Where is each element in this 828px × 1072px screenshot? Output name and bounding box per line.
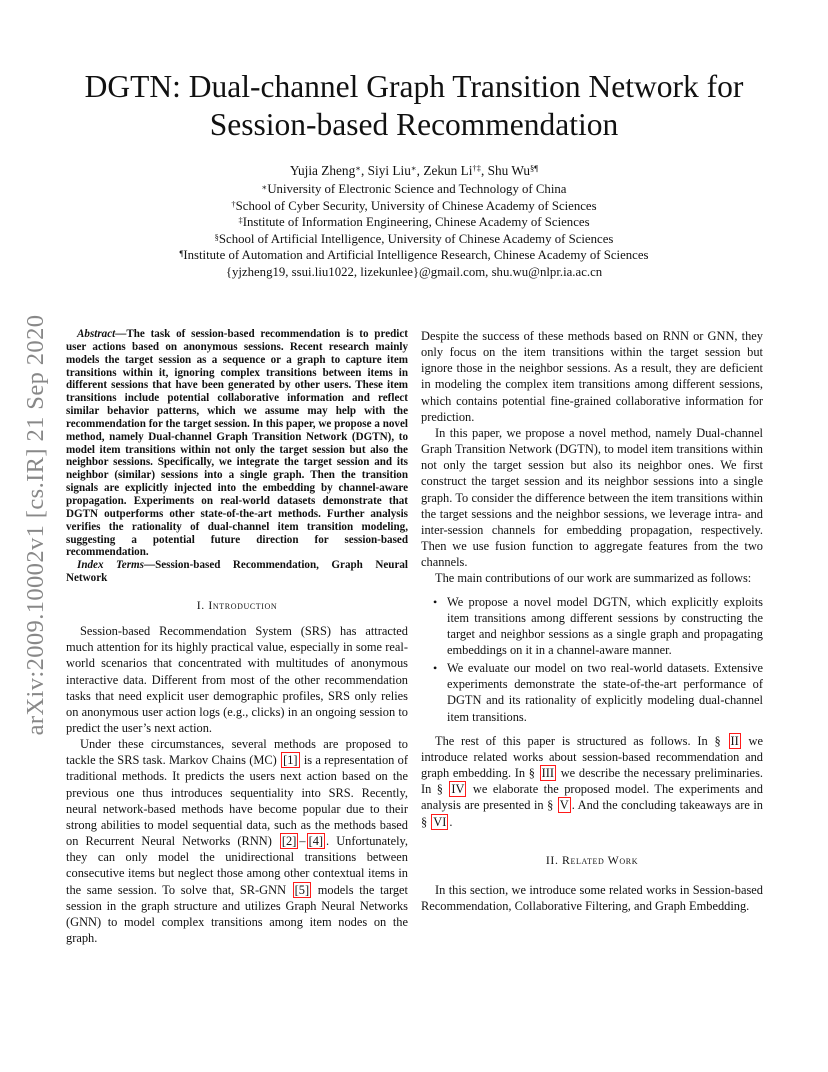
affiliation-mark: ‡: [238, 215, 243, 226]
text-run: we describe the necessary preliminaries. In §: [421, 766, 763, 797]
author-1: Yujia Zheng: [289, 163, 356, 178]
text-run: is a representation of traditional methods. It predicts the users next action based on the previous one thus introduces sequentiality into SRS. Recently, neural network-based methods have become popular due to their strong abilities to model sequential data, such as the methods based on Recurrent Neural Networks (RNN): [66, 753, 408, 849]
affiliation-item: [0, 231, 828, 248]
index-terms-text: —Session-based Recommendation, Graph Neural Network: [66, 559, 408, 585]
text-run: we elaborate the proposed model. The experiments and analysis are presented in §: [421, 782, 763, 813]
author-1-mark: ∗: [355, 163, 362, 173]
author-2: , Siyi Liu: [361, 163, 411, 178]
section-link[interactable]: IV: [451, 782, 465, 797]
author-3: , Zekun Li: [416, 163, 473, 178]
text-run: models the target session in the graph structure and utilizes Graph Neural Networks (GNN) to model complex transitions among item nodes on the graph.: [66, 882, 408, 945]
list-item-text: We propose a novel model DGTN, which explicitly exploits item transitions among different sessions by constructing the target and neighbor sessions as a single graph and propagating embeddings on it in a channel-aware manner.: [447, 594, 763, 657]
affiliation-text: Institute of Information Engineering, Chinese Academy of Sciences: [242, 215, 590, 230]
text-run: –: [299, 834, 306, 849]
list-item-text: We evaluate our model on two real-world datasets. Extensive experiments demonstrate the state-of-the-art performance of DGTN and its rationality of explicitly modeling dual-channel item transitions.: [447, 661, 763, 724]
citation-link[interactable]: [4]: [308, 834, 324, 849]
text-run: . Unfortunately, they can only model the unidirectional transitions between consecutive items but neglect those among other contextual items in the same session. To solve that, SR-GNN: [66, 834, 408, 897]
section-heading-introduction: I. Introduction: [196, 597, 278, 612]
list-item: [433, 594, 763, 659]
affiliation-text: Institute of Automation and Artificial Intelligence Research, Chinese Academy of Sciences: [183, 248, 649, 263]
bullet-icon: •: [433, 661, 438, 676]
affiliation-list: [0, 181, 828, 281]
title-line-1: DGTN: Dual-channel Graph Transition Network for: [84, 69, 744, 104]
section-heading-related-work: II. Related Work: [545, 852, 639, 867]
affiliation-item: [0, 198, 828, 215]
affiliation-mark: †: [231, 198, 236, 209]
author-3-mark: †‡: [472, 163, 481, 173]
right-paragraph-1: Despite the success of these methods based on RNN or GNN, they only focus on the item transitions within the target session but ignore those in the neighbor sessions. As a result, they are deficient in modeling the complex item transitions among different sessions, which contains potential fine-grained collaborative information for prediction.: [421, 329, 763, 424]
affiliation-item: [0, 181, 828, 198]
index-terms-label: Index Terms: [77, 559, 144, 572]
affiliation-text: School of Artificial Intelligence, University of Chinese Academy of Sciences: [218, 231, 614, 246]
bullet-icon: •: [433, 594, 438, 609]
affiliation-text: School of Cyber Security, University of Chinese Academy of Sciences: [235, 198, 597, 213]
arxiv-identifier-stamp: arXiv:2009.10002v1 [cs.IR] 21 Sep 2020: [22, 314, 49, 736]
paper-title: [0, 68, 828, 144]
affiliation-item: [0, 214, 828, 231]
citation-link[interactable]: [2]: [281, 834, 297, 849]
right-paragraph-2: In this paper, we propose a novel method, namely Dual-channel Graph Transition Network (DGTN), to model item transitions within not only the target session but also its neighbor ones. We first construct the target session and its neighbor sessions into a single graph. To consider the difference between the item transitions within the target sessions and the neighbor sessions, we leverage intra- and inter-session channels for embedding propagation, respectively. Then we use fusion function to aggregate features from the two channels.: [421, 425, 763, 570]
index-terms: [66, 559, 408, 585]
title-line-2: Session-based Recommendation: [209, 107, 619, 142]
abstract: [66, 328, 408, 559]
author-list: [0, 162, 828, 179]
right-column: [421, 328, 763, 914]
left-column: [66, 328, 408, 946]
author-emails: {yjzheng19, ssui.liu1022, lizekunlee}@gmail.com, shu.wu@nlpr.ia.ac.cn: [225, 264, 603, 279]
section-link[interactable]: VI: [433, 814, 447, 829]
text-run: The rest of this paper is structured as follows. In §: [435, 733, 728, 748]
right-paragraph-4: [421, 733, 763, 830]
section-link[interactable]: V: [559, 798, 569, 813]
affiliation-text: University of Electronic Science and Technology of China: [267, 182, 567, 196]
text-run: we introduce related works about session-based recommendation and graph embedding. In §: [421, 733, 764, 781]
section-link[interactable]: II: [730, 733, 739, 748]
intro-paragraph-1: Session-based Recommendation System (SRS) has attracted much attention for its highly practical value, especially in some real-world scenarios that concentrated with multitudes of anonymous interactive data. Different from most of the other recommendation tasks that need explicit user demographic profiles, SRS only relies on anonymous user action logs (e.g., clicks) in an ongoing session to predict the user’s next action.: [66, 624, 408, 735]
author-2-mark: ∗: [410, 163, 417, 173]
citation-link[interactable]: [5]: [294, 882, 310, 897]
author-4-mark: §¶: [530, 163, 539, 173]
contribution-list: [421, 594, 763, 725]
affiliation-item: [0, 247, 828, 264]
text-run: . And the concluding takeaways are in §: [421, 798, 763, 829]
citation-link[interactable]: [1]: [283, 753, 298, 768]
abstract-label: Abstract: [77, 328, 116, 340]
affiliation-mark: ¶: [179, 248, 184, 259]
author-4: , Shu Wu: [480, 163, 531, 178]
related-work-paragraph-1: In this section, we introduce some related works in Session-based Recommendation, Collaborative Filtering, and Graph Embedding.: [421, 882, 763, 913]
intro-paragraph-2: [66, 736, 408, 946]
affiliation-mark: ∗: [261, 182, 268, 192]
affiliation-mark: §: [214, 231, 219, 242]
text-run: Under these circumstances, several methods are proposed to tackle the SRS task. Markov Chains (MC): [66, 737, 408, 768]
list-item: [433, 660, 763, 725]
abstract-text: —The task of session-based recommendation is to predict user actions based on anonymous sessions. Recent research mainly models the target session as a sequence or a graph to capture item transitions within it, ignoring complex transitions between items in different sessions that have been generated by other users. These item transitions include potential collaborative information and reflect similar behavior patterns, which we assume may help with the recommendation for the target session. In this paper, we propose a novel method, namely Dual-channel Graph Transition Network (DGTN), to model item transitions within not only the target session but also the neighbor sessions. Specifically, we integrate the target session and its neighbor (similar) sessions into a single graph. Then the transition signals are explicitly injected into the embedding by channel-aware propagation. Experiments on real-world datasets demonstrate that DGTN outperforms other state-of-the-art methods. Further analysis verifies the rationality of dual-channel item transition modeling, suggesting a potential future direction for session-based recommendation.: [66, 328, 408, 559]
right-paragraph-3: The main contributions of our work are summarized as follows:: [435, 571, 752, 586]
text-run: .: [449, 814, 453, 829]
section-link[interactable]: III: [541, 766, 555, 781]
